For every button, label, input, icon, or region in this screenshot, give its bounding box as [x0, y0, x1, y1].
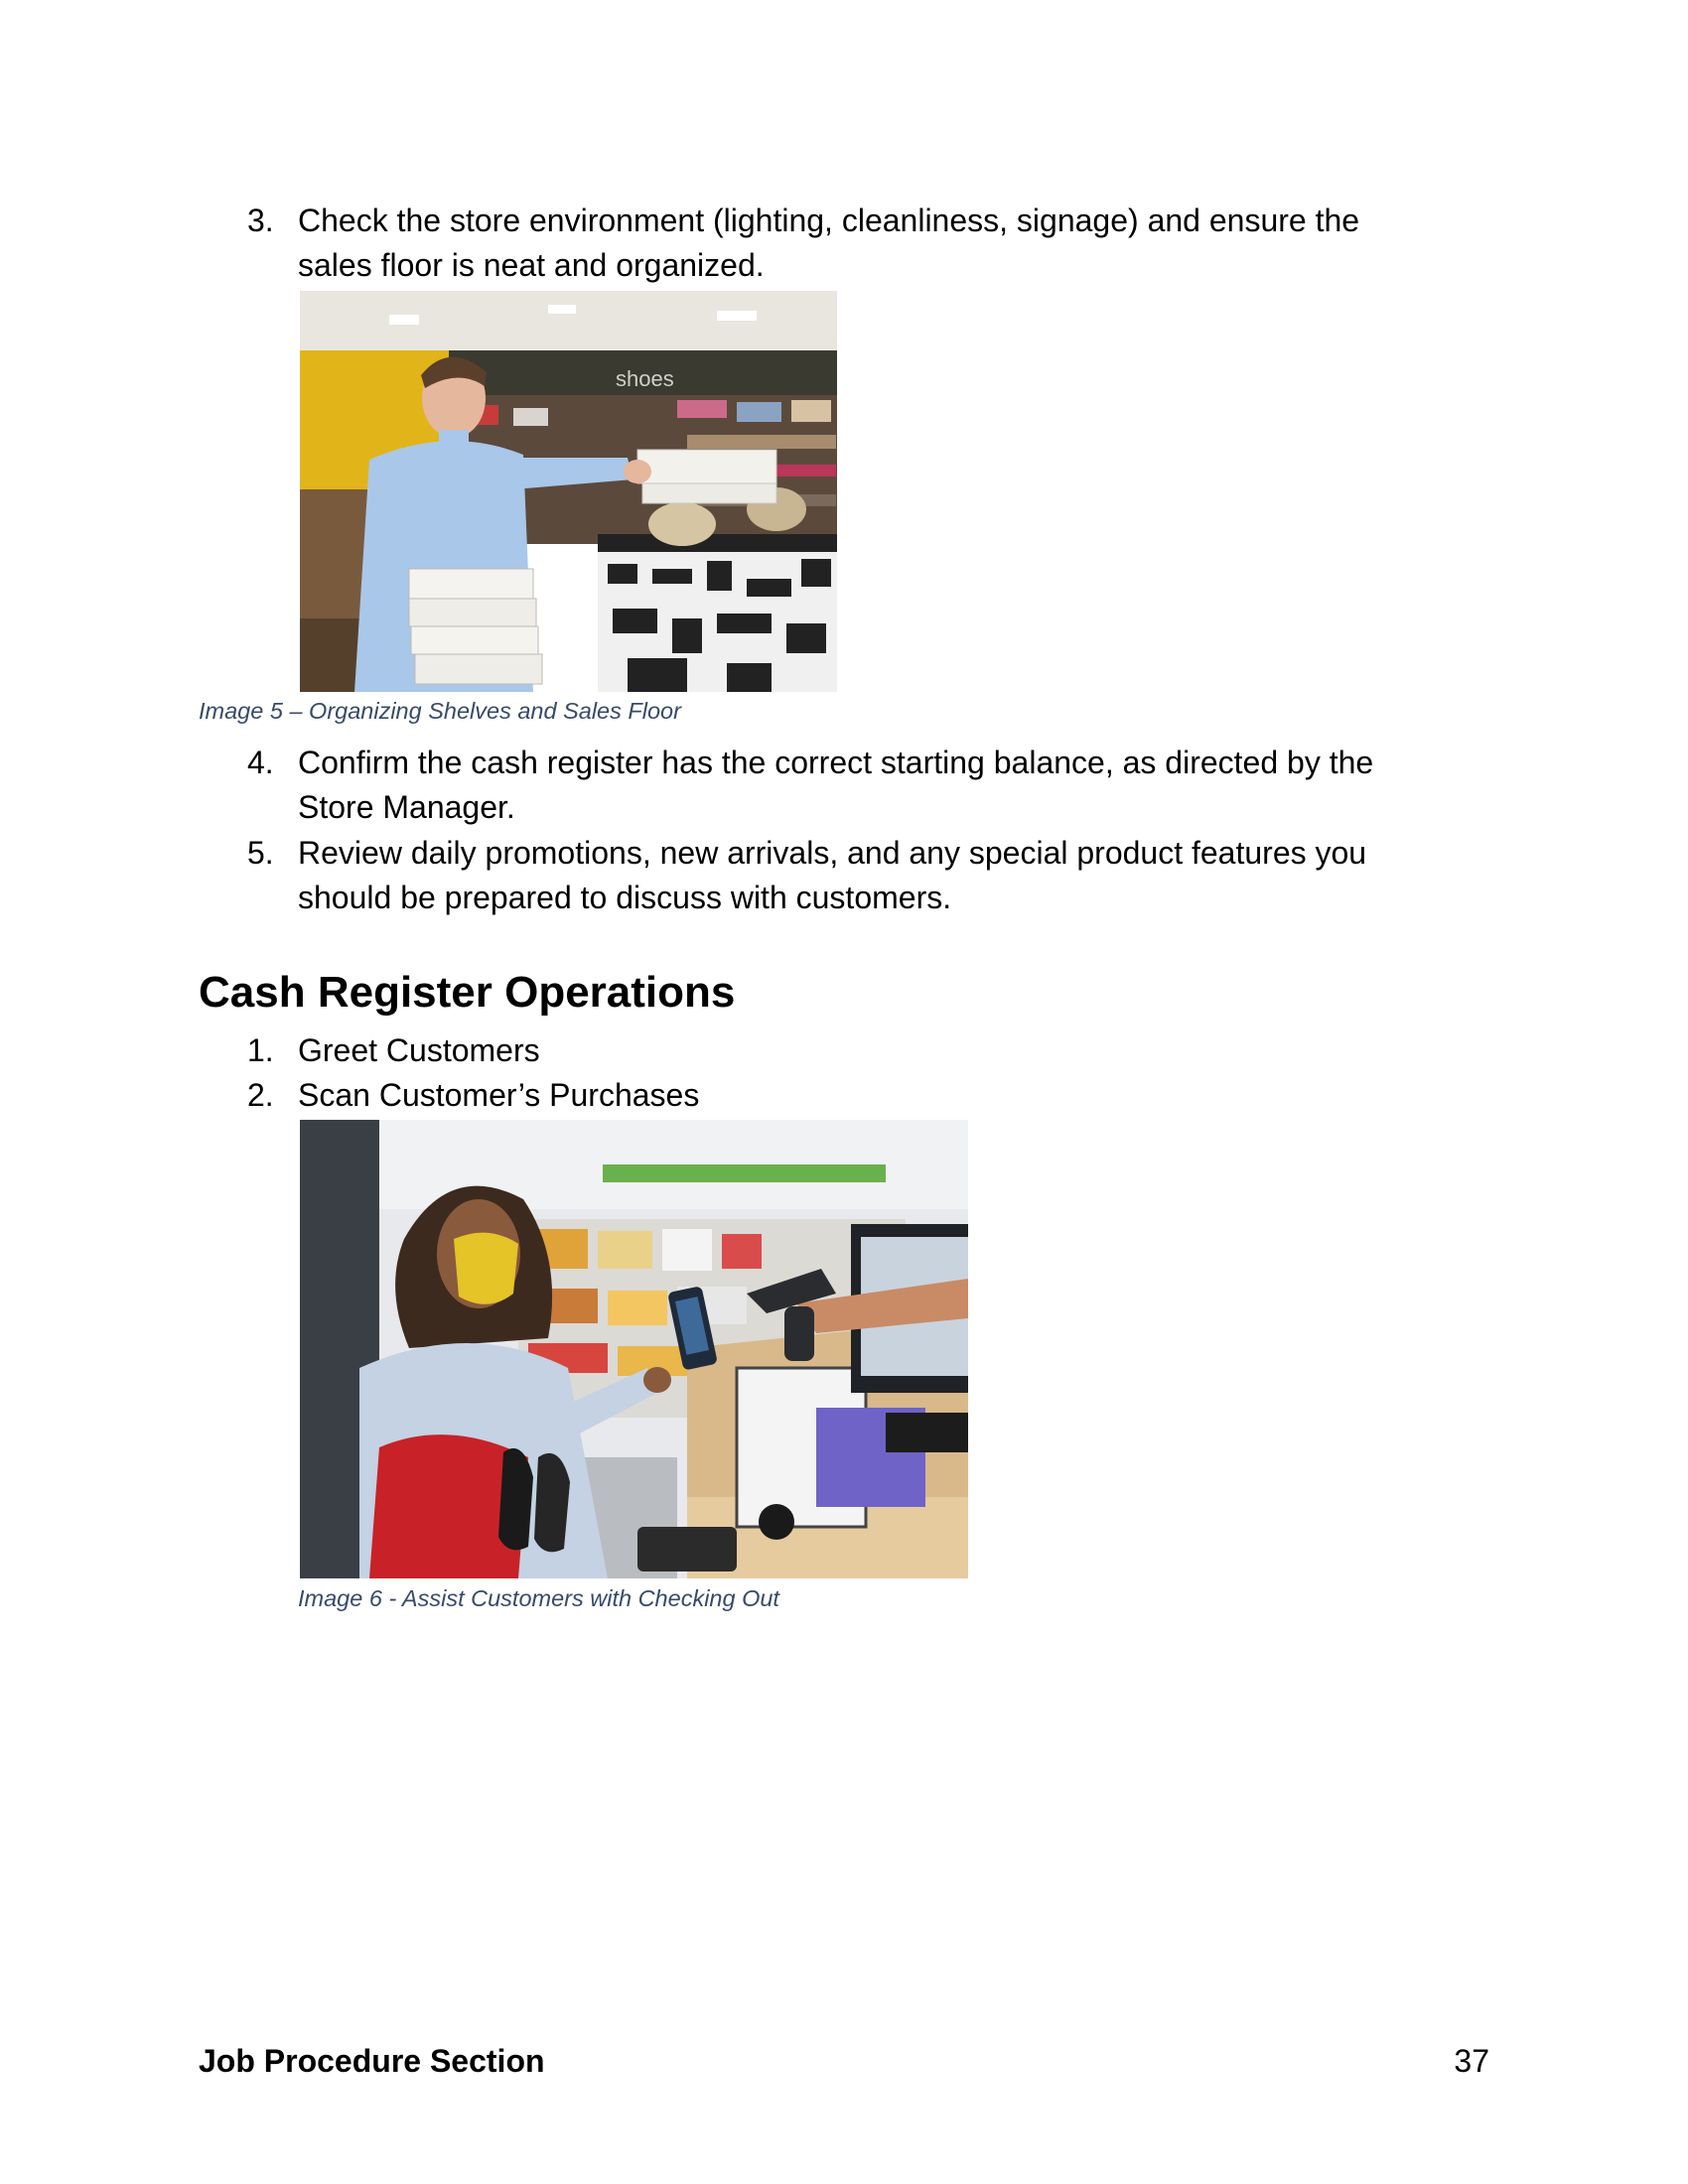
footer-section-title: Job Procedure Section [199, 2043, 545, 2079]
list-text-line-1: Check the store environment (lighting, cleanliness, signage) and ensure the [298, 203, 1360, 238]
list-text-line-2: should be prepared to discuss with customers. [298, 880, 952, 915]
list-number: 2. [247, 1077, 274, 1113]
list-text: Scan Customer’s Purchases [298, 1077, 700, 1113]
image-6-caption: Image 6 - Assist Customers with Checking Out [298, 1585, 779, 1611]
checkout-photo [300, 1120, 968, 1578]
image-5-caption: Image 5 – Organizing Shelves and Sales Floor [199, 698, 681, 724]
shoes-sign-text: shoes [616, 366, 674, 391]
organizing-shelves-photo [300, 291, 837, 692]
section-heading: Cash Register Operations [199, 968, 736, 1017]
list-number: 5. [247, 835, 274, 871]
list-number: 4. [247, 745, 274, 780]
list-text-line-2: sales floor is neat and organized. [298, 247, 765, 283]
checkout-illustration [300, 1120, 968, 1578]
list-text: Greet Customers [298, 1032, 540, 1068]
list-number: 3. [247, 203, 274, 238]
page-number: 37 [1454, 2043, 1489, 2079]
list-number: 1. [247, 1032, 274, 1068]
list-text-line-1: Review daily promotions, new arrivals, and any special product features you [298, 835, 1367, 871]
organizing-shelves-illustration [300, 291, 837, 692]
list-text-line-2: Store Manager. [298, 789, 515, 825]
list-text-line-1: Confirm the cash register has the correct starting balance, as directed by the [298, 745, 1374, 780]
